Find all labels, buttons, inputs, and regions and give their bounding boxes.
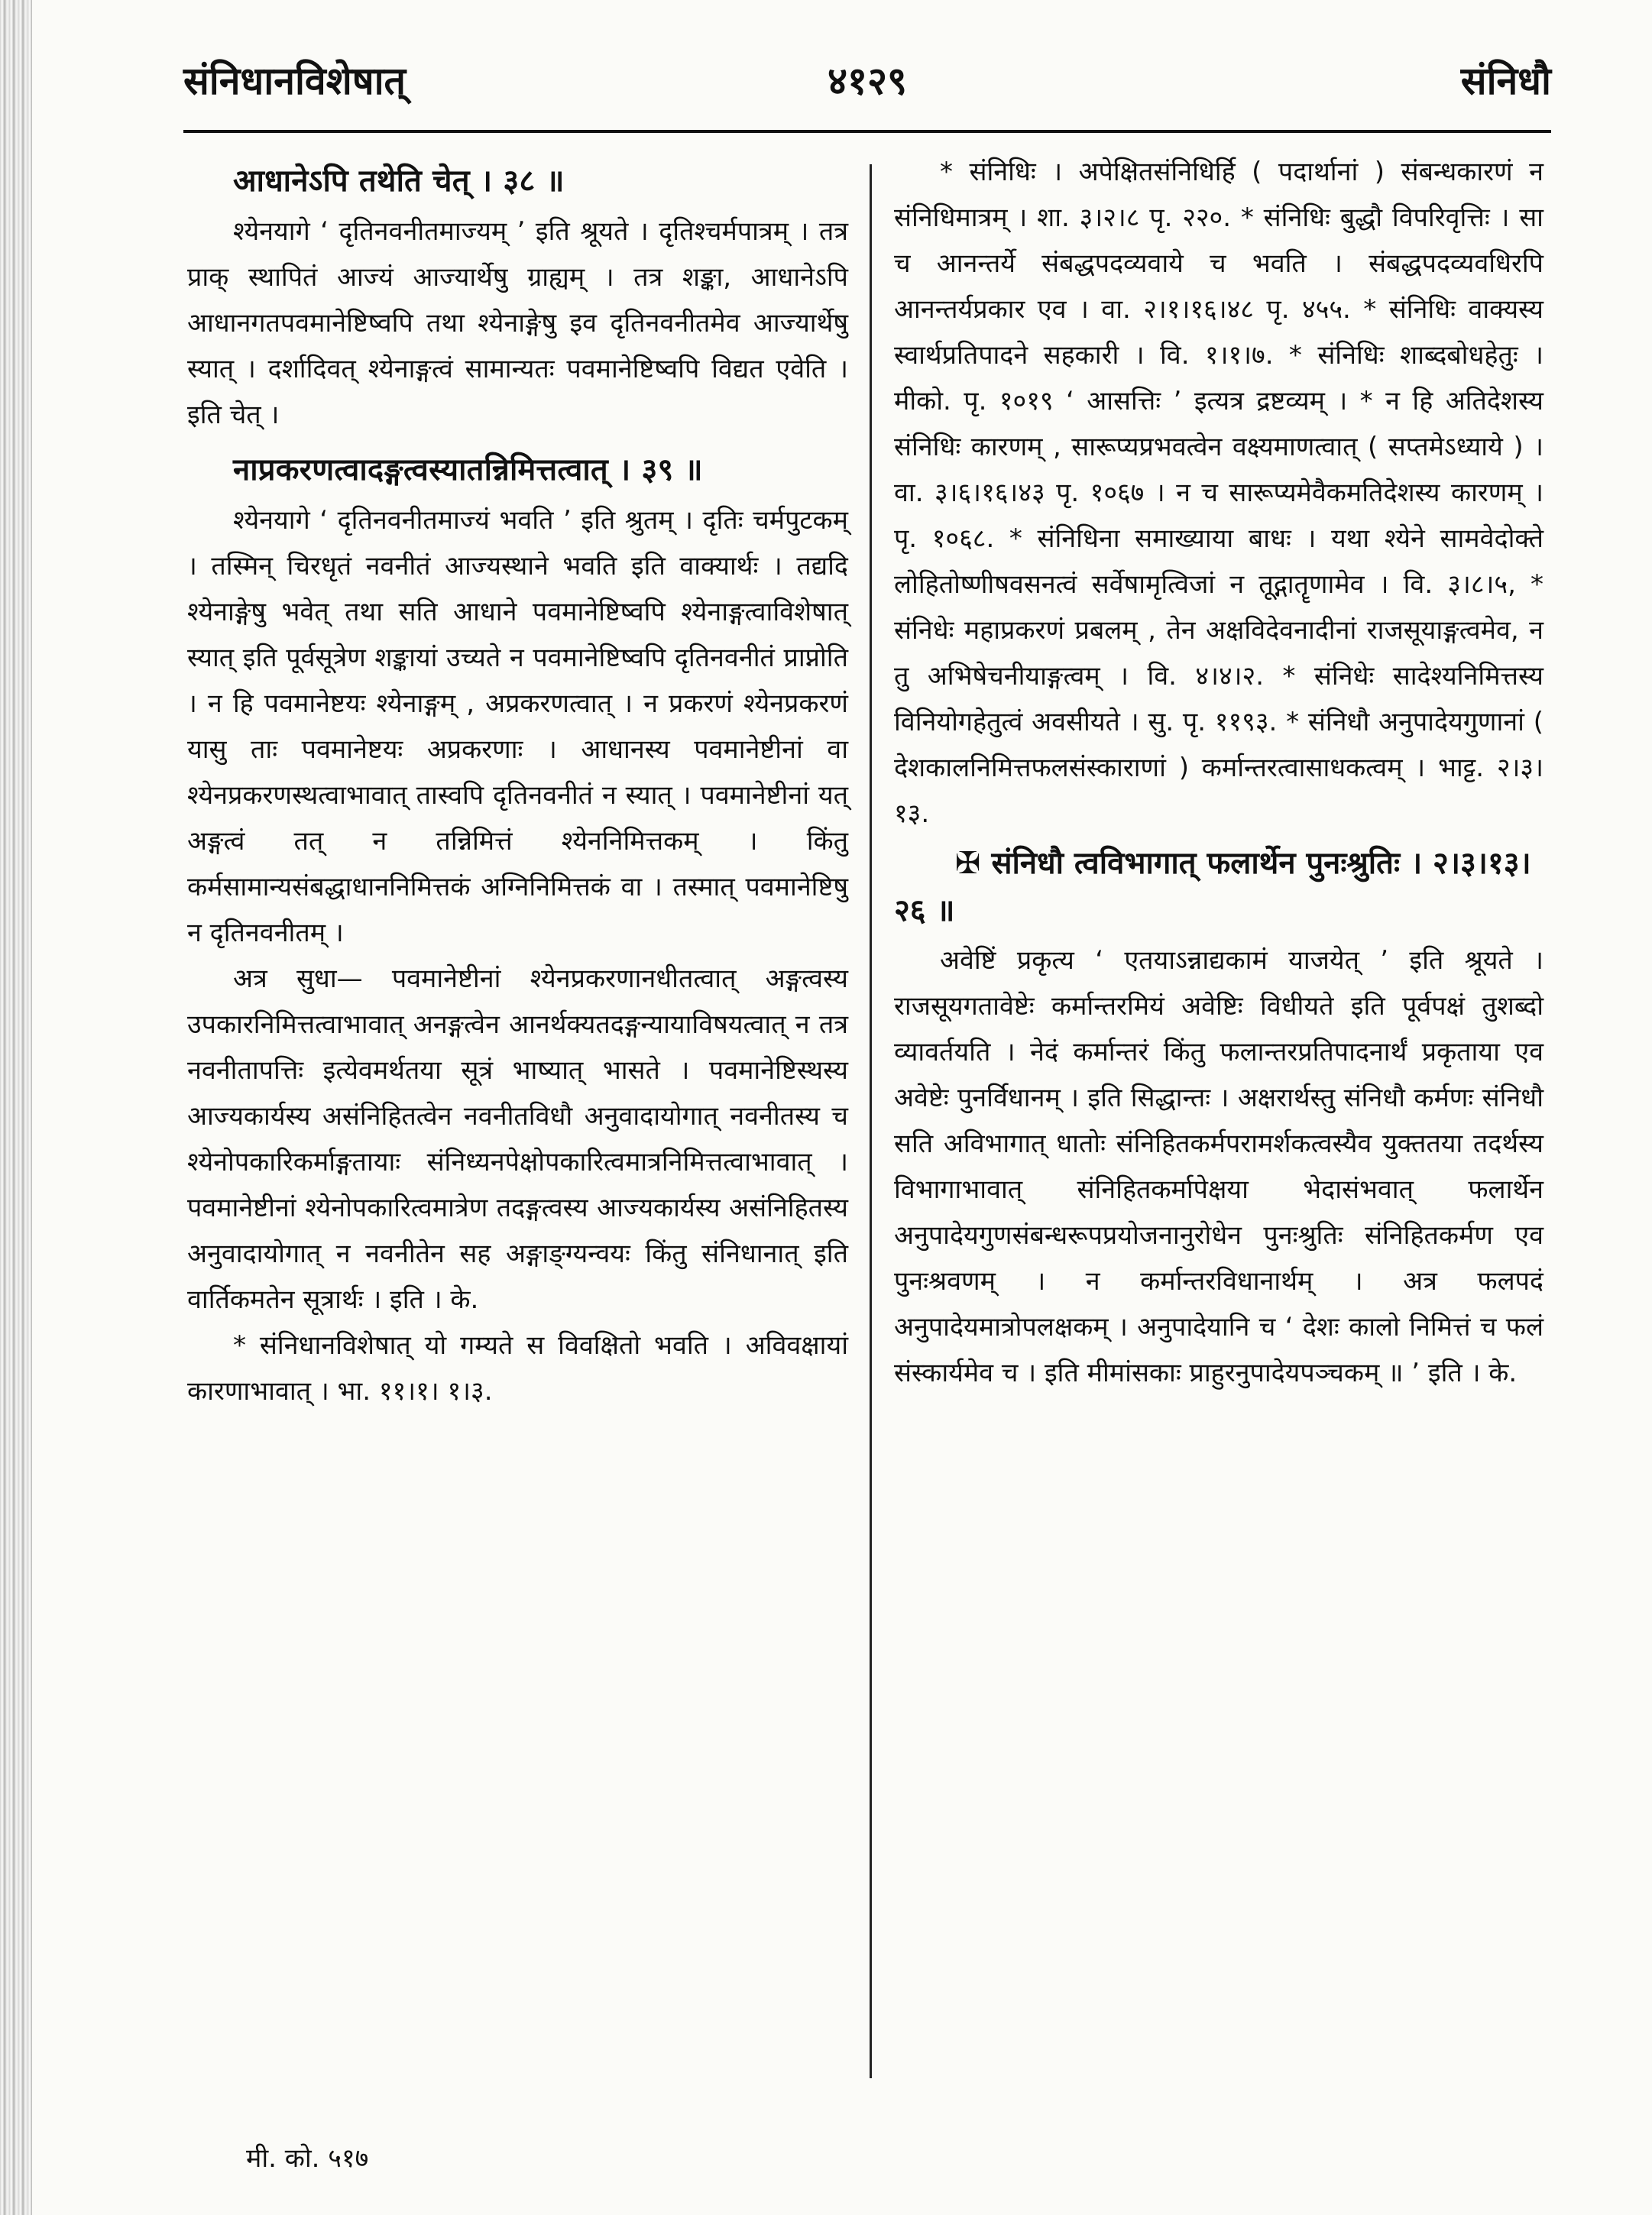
header-rule (183, 130, 1551, 133)
right-column (894, 149, 1543, 1396)
commentary-paragraph: श्येनयागे ‘ दृतिनवनीतमाज्यं भवति ’ इति श्रुतम् । दृतिः चर्मपुटकम् । तस्मिन् चिरधृतं नवनीतं आज्यस्थाने भवति इति वाक्यार्थः । तद्यदि श्येनाङ्गेषु भवेत् तथा सति आधाने पवमानेष्टिष्वपि श्येनाङ्गत्वाविशेषात् स्यात् इति पूर्वसूत्रेण शङ्कायां उच्यते न पवमानेष्टिष्वपि दृतिनवनीतं प्राप्नोति । न हि पवमानेष्टयः श्येनाङ्गम् , अप्रकरणत्वात् । न प्रकरणं श्येनप्रकरणं यासु ताः पवमानेष्टयः अप्रकरणाः । आधानस्य पवमानेष्टीनां वा श्येनप्रकरणस्थत्वाभावात् तास्वपि दृतिनवनीतं न स्यात् । पवमानेष्टीनां यत् अङ्गत्वं तत् न तन्निमित्तं श्येननिमित्तकम् । किंतु कर्मसामान्यसंबद्धाधाननिमित्तकं अग्निनिमित्तकं वा । तस्मात् पवमानेष्टिषु न दृतिनवनीतम् । (187, 505, 848, 948)
page-header (183, 53, 1551, 107)
page-number: ४१२९ (828, 59, 907, 103)
commentary-paragraph: अत्र सुधा— पवमानेष्टीनां श्येनप्रकरणानधीतत्वात् अङ्गत्वस्य उपकारनिमित्तत्वाभावात् अनङ्गत्वेन आनर्थक्यतदङ्गन्यायाविषयत्वात् न तत्र नवनीतापत्तिः इत्येवमर्थतया सूत्रं भाष्यात् भासते । पवमानेष्टिस्थस्य आज्यकार्यस्य असंनिहितत्वेन नवनीतविधौ अनुवादायोगात् नवनीतस्य च श्येनोपकारिकर्माङ्गतायाः संनिध्यनपेक्षोपकारित्वमात्रनिमित्तत्वाभावात् । पवमानेष्टीनां श्येनोपकारित्वमात्रेण तदङ्गत्वस्य आज्यकार्यस्य असंनिहितस्य अनुवादायोगात् न नवनीतेन सह अङ्गाङ्ग्यन्वयः किंतु संनिधानात् इति वार्तिकमतेन सूत्रार्थः । इति । के. (187, 963, 848, 1315)
definition-entry: * संनिधानविशेषात् यो गम्यते स विवक्षितो भवति । अविवक्षायां कारणाभावात् । भा. ११।१। १।३. (187, 1330, 848, 1407)
column-divider (870, 164, 872, 2078)
sutra-heading: आधानेऽपि तथेति चेत् । ३८ ॥ (233, 164, 565, 199)
signature-mark: मी. को. ५१७ (246, 2143, 369, 2174)
left-column (187, 149, 848, 1414)
definition-entry: * संनिधिः । अपेक्षितसंनिधिर्हि ( पदार्थानां ) संबन्धकारणं न संनिधिमात्रम् । शा. ३।२।८ पृ. २२०. * संनिधिः बुद्धौ विपरिवृत्तिः । सा च आनन्तर्ये संबद्धपदव्यवाये च भवति । संबद्धपदव्यवधिरपि आनन्तर्यप्रकार एव । वा. २।१।१६।४८ पृ. ४५५. * संनिधिः वाक्यस्य स्वार्थप्रतिपादने सहकारी । वि. १।१।७. * संनिधिः शाब्दबोधहेतुः । मीको. पृ. १०१९ ‘ आसत्तिः ’ इत्यत्र द्रष्टव्यम् । * न हि अतिदेशस्य संनिधिः कारणम् , सारूप्यप्रभवत्वेन वक्ष्यमाणत्वात् ( सप्तमेऽध्याये ) । वा. ३।६।१६।४३ पृ. १०६७ । न च सारूप्यमेवैकमतिदेशस्य कारणम् । पृ. १०६८. * संनिधिना समाख्याया बाधः । यथा श्येने सामवेदोक्ते लोहितोष्णीषवसनत्वं सर्वेषामृत्विजां न तूद्गातॄणामेव । वि. ३।८।५, * संनिधेः महाप्रकरणं प्रबलम् , तेन अक्षविदेवनादीनां राजसूयाङ्गत्वमेव, न तु अभिषेचनीयाङ्गत्वम् । वि. ४।४।२. * संनिधेः सादेश्यनिमित्तस्य विनियोगहेतुत्वं अवसीयते । सु. पृ. ११९३. * संनिधौ अनुपादेयगुणानां ( देशकालनिमित्तफलसंस्काराणां ) कर्मान्तरत्वासाधकत्वम् । भाट्ट. २।३।१३. (894, 157, 1543, 829)
book-spine-edge (0, 0, 32, 2215)
header-right-guideword: संनिधौ (1460, 59, 1551, 103)
commentary-paragraph: श्येनयागे ‘ दृतिनवनीतमाज्यम् ’ इति श्रूयते । दृतिश्चर्मपात्रम् । तत्र प्राक् स्थापितं आज्यं आज्यार्थेषु ग्राह्यम् । तत्र शङ्का, आधानेऽपि आधानगतपवमानेष्टिष्वपि तथा श्येनाङ्गेषु इव दृतिनवनीतमेव आज्यार्थेषु स्यात् । दर्शादिवत् श्येनाङ्गत्वं सामान्यतः पवमानेष्टिष्वपि विद्यत एवेति । इति चेत् । (187, 216, 848, 430)
sutra-heading: ✠ संनिधौ त्वविभागात् फलार्थेन पुनःश्रुतिः । २।३।१३।२६ ॥ (894, 846, 1531, 928)
sutra-heading: नाप्रकरणत्वादङ्गत्वस्यातन्निमित्तत्वात् । ३९ ॥ (233, 452, 703, 487)
commentary-paragraph: अवेष्टिं प्रकृत्य ‘ एतयाऽन्नाद्यकामं याजयेत् ’ इति श्रूयते । राजसूयगतावेष्टेः कर्मान्तरमियं अवेष्टिः विधीयते इति पूर्वपक्षं तुशब्दो व्यावर्तयति । नेदं कर्मान्तरं किंतु फलान्तरप्रतिपादनार्थं प्रकृताया एव अवेष्टेः पुनर्विधानम् । इति सिद्धान्तः । अक्षरार्थस्तु संनिधौ कर्मणः संनिधौ सति अविभागात् धातोः संनिहितकर्मपरामर्शकत्वस्यैव युक्ततया तदर्थस्य विभागाभावात् संनिहितकर्मापेक्षया भेदासंभवात् फलार्थेन अनुपादेयगुणसंबन्धरूपप्रयोजनानुरोधेन पुनःश्रुतिः संनिहितकर्मण एव पुनःश्रवणम् । न कर्मान्तरविधानार्थम् । अत्र फलपदं अनुपादेयमात्रोपलक्षकम् । अनुपादेयानि च ‘ देशः कालो निमित्तं च फलं संस्कार्यमेव च । इति मीमांसकाः प्राहुरनुपादेयपञ्चकम् ॥ ’ इति । के. (894, 945, 1543, 1388)
header-left-guideword: संनिधानविशेषात् (183, 59, 407, 103)
